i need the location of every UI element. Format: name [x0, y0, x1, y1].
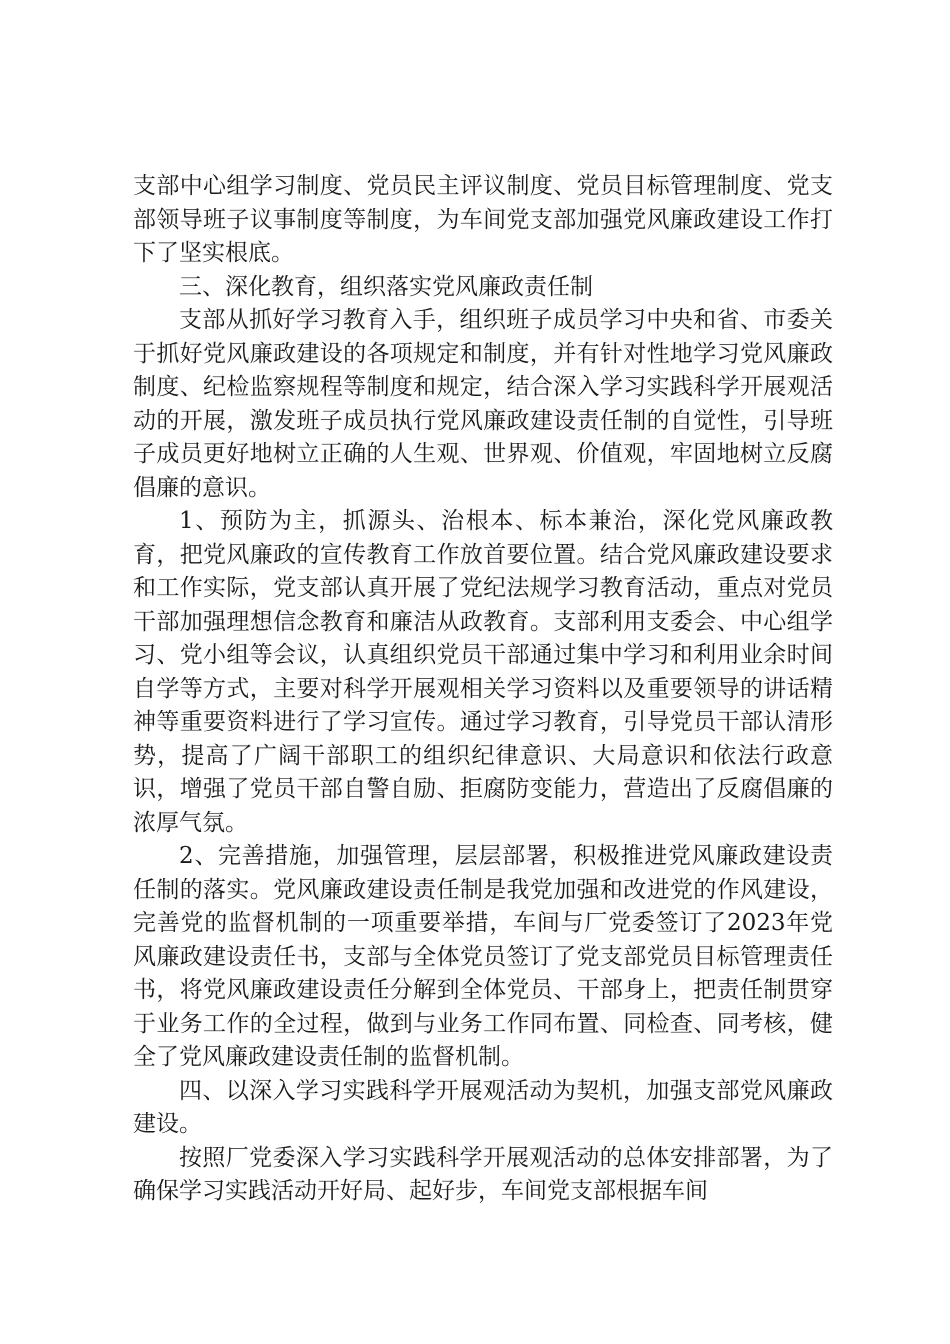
paragraph: 按照厂党委深入学习实践科学开展观活动的总体安排部署，为了确保学习实践活动开好局、起好步，车间党支部根据车间	[133, 1144, 833, 1204]
section-heading-three: 三、深化教育，组织落实党风廉政责任制	[179, 273, 593, 300]
paragraph: 支部从抓好学习教育入手，组织班子成员学习中央和省、市委关于抓好党风廉政建设的各项规定和制度，并有针对性地学习党风廉政制度、纪检监察规程等制度和规定，结合深入学习实践科学开展观活动的开展，激发班子成员执行党风廉政建设责任制的自觉性，引导班子成员更好地树立正确的人生观、世界观、价值观，牢固地树立反腐倡廉的意识。	[133, 307, 833, 501]
paragraph-item-2: 2、完善措施，加强管理，层层部署，积极推进党风廉政建设责任制的落实。党风廉政建设责任制是我党加强和改进党的作风建设，完善党的监督机制的一项重要举措，车间与厂党委签订了2023年党风廉政建设责任书，支部与全体党员签订了党支部党员目标管理责任书，将党风廉政建设责任分解到全体党员、干部身上，把责任制贯穿于业务工作的全过程，做到与业务工作同布置、同检查、同考核，健全了党风廉政建设责任制的监督机制。	[133, 843, 833, 1070]
section-heading-four: 四、以深入学习实践科学开展观活动为契机，加强支部党风廉政建设。	[133, 1077, 833, 1137]
document-body	[133, 170, 833, 1209]
paragraph-item-1: 1、预防为主，抓源头、治根本、标本兼治，深化党风廉政教育，把党风廉政的宣传教育工作放首要位置。结合党风廉政建设要求和工作实际，党支部认真开展了党纪法规学习教育活动，重点对党员干部加强理想信念教育和廉洁从政教育。支部利用支委会、中心组学习、党小组等会议，认真组织党员干部通过集中学习和利用业余时间自学等方式，主要对科学开展观相关学习资料以及重要领导的讲话精神等重要资料进行了学习宣传。通过学习教育，引导党员干部认清形势，提高了广阔干部职工的组织纪律意识、大局意识和依法行政意识，增强了党员干部自警自励、拒腐防变能力，营造出了反腐倡廉的浓厚气氛。	[133, 508, 833, 836]
paragraph-continued: 支部中心组学习制度、党员民主评议制度、党员目标管理制度、党支部领导班子议事制度等制度，为车间党支部加强党风廉政建设工作打下了坚实根底。	[133, 173, 833, 266]
